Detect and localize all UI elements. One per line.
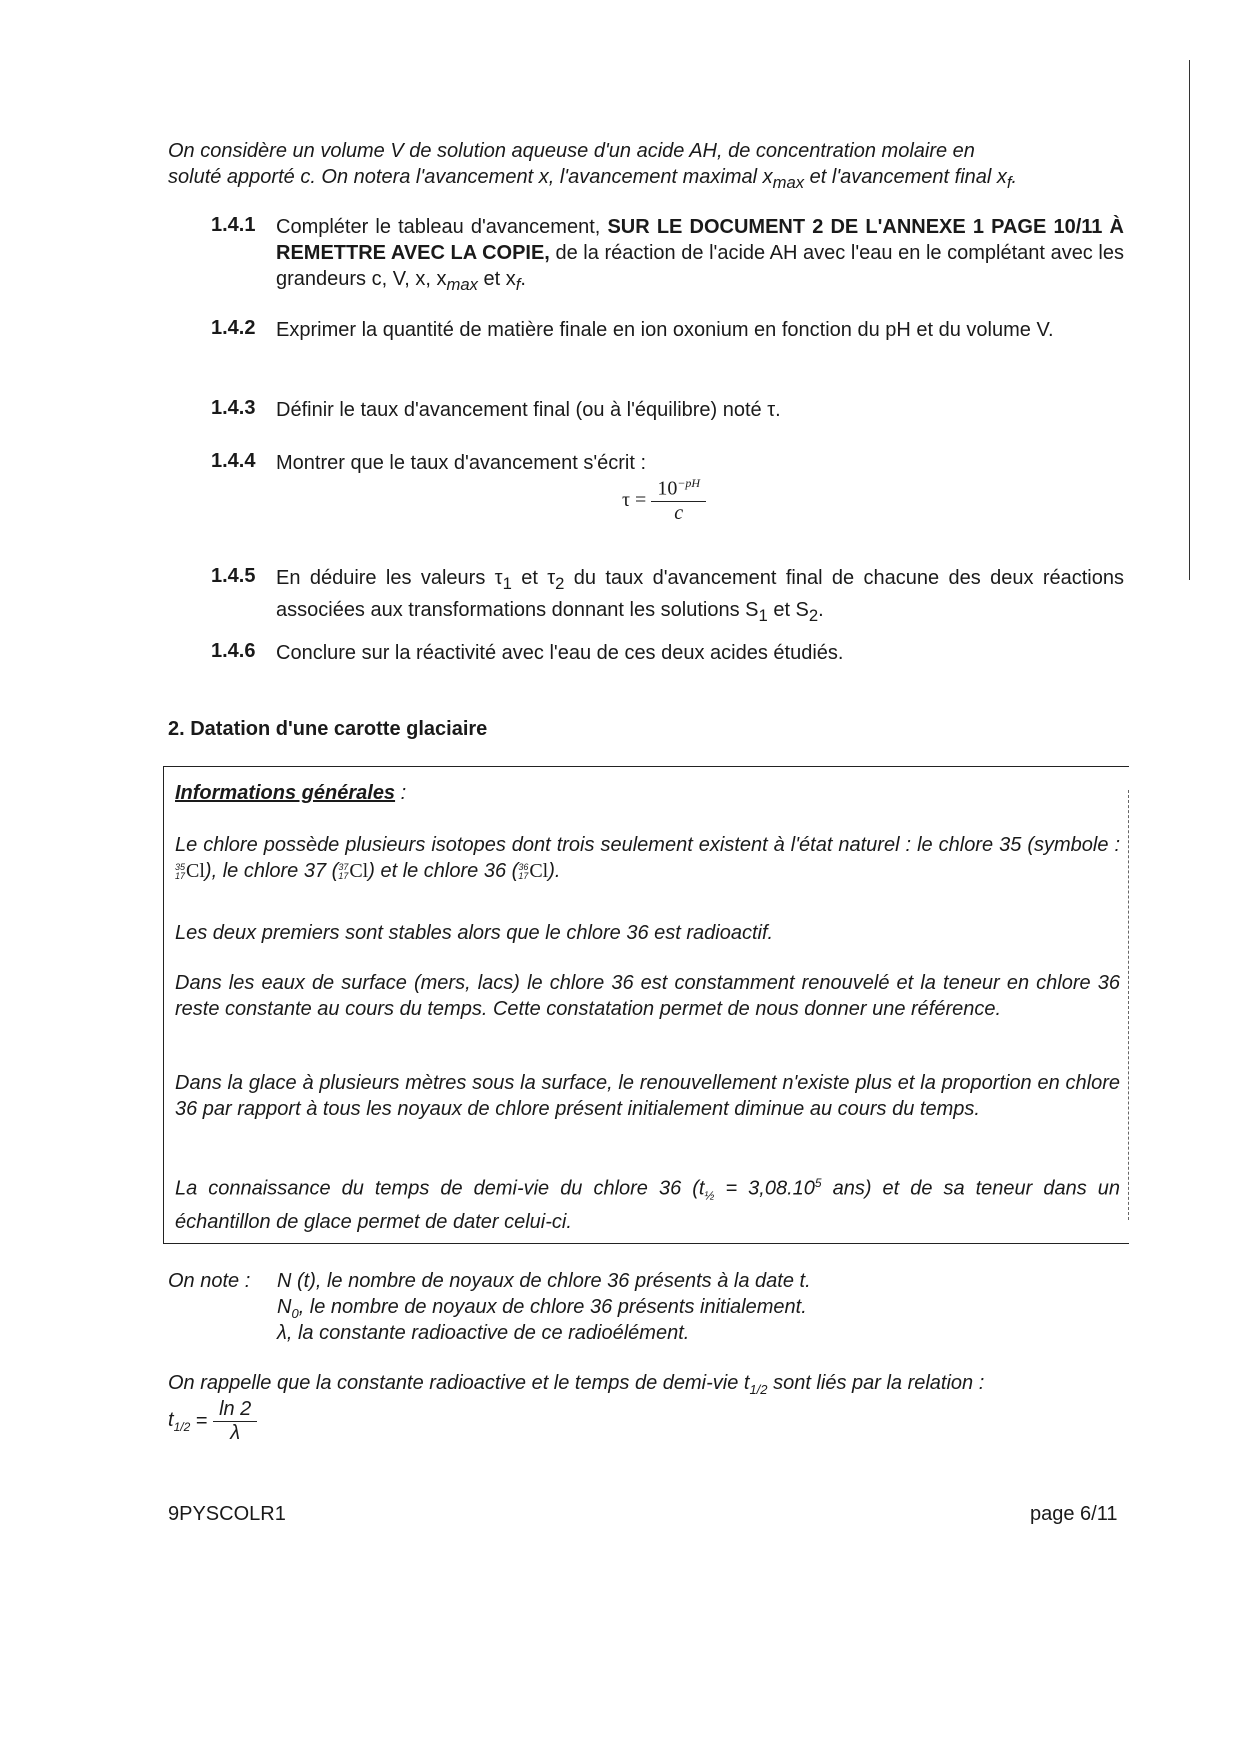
question-number-1-4-4: 1.4.4: [211, 450, 256, 472]
info-box-right-border: [1128, 790, 1130, 1220]
question-1-4-6: Conclure sur la réactivité avec l'eau de ces deux acides étudiés.: [276, 642, 844, 664]
tau-formula: τ = $\frac{10^{-pH}}{c}$: [622, 476, 706, 525]
question-1-4-2: Exprimer la quantité de matière finale en ion oxonium en fonction du pH et du volume V.: [276, 319, 1054, 341]
note-n-t: N (t), le nombre de noyaux de chlore 36 présents à la date t.: [277, 1270, 811, 1292]
info-box-left-border: [163, 766, 164, 1243]
info-paragraph-ice: Dans la glace à plusieurs mètres sous la surface, le renouvellement n'existe plus et la proportion en chlore 36 par rapport à tous les noyaux de chlore présent initialement diminue au cours du temps.: [175, 1072, 1120, 1120]
isotope-cl35: 35 17: [175, 861, 186, 881]
section-title: 2. Datation d'une carotte glaciaire: [168, 718, 488, 740]
info-box-bottom-border: [163, 1243, 1129, 1244]
question-1-4-4: Montrer que le taux d'avancement s'écrit :: [276, 452, 647, 474]
question-1-4-1: Compléter le tableau d'avancement, SUR LE DOCUMENT 2 DE L'ANNEXE 1 PAGE 10/11 À REMETTRE AVEC LA COPIE, de la réaction de l'acide AH avec l'eau en le complétant avec les grandeurs c, V, x, $x_{max}$ et $x_f$.: [276, 216, 1125, 294]
notes-label: On note :: [168, 1270, 251, 1292]
info-box-top-border: [163, 766, 1129, 767]
info-paragraph-surface: Dans les eaux de surface (mers, lacs) le chlore 36 est constamment renouvelé et la teneur en chlore 36 reste constante au cours du temps. Cette constatation permet de nous donner une référence.: [175, 972, 1120, 1020]
isotope-cl36: 36 17: [518, 861, 529, 881]
page-number: page 6/11: [1030, 1503, 1118, 1525]
note-n0: $N_0$, le nombre de noyaux de chlore 36 présents initialement.: [277, 1296, 807, 1321]
question-number-1-4-2: 1.4.2: [211, 317, 256, 339]
info-box-heading: Informations générales :: [175, 782, 407, 804]
note-lambda: λ, la constante radioactive de ce radioélément.: [277, 1322, 690, 1344]
document-code: 9PYSCOLR1: [168, 1503, 286, 1525]
info-paragraph-half-life: La connaissance du temps de demi-vie du chlore 36 ($t_{\frac{1}{2}} = 3,08.10^5$ ans) et de sa teneur dans un échantillon de glace permet de dater celui-ci.: [175, 1176, 1120, 1233]
intro-paragraph: On considère un volume V de solution aqueuse d'un acide AH, de concentration molaire en soluté apporté c. On notera l'avancement x, l'avancement maximal $x_{max}$ et l'avancement final $x_f$.: [168, 140, 1018, 192]
margin-rule: [1189, 60, 1190, 580]
question-number-1-4-5: 1.4.5: [211, 565, 256, 587]
isotope-cl37: 37 17: [338, 861, 349, 881]
info-paragraph-stable: Les deux premiers sont stables alors que le chlore 36 est radioactif.: [175, 922, 774, 944]
info-paragraph-isotopes: Le chlore possède plusieurs isotopes dont trois seulement existent à l'état naturel : le chlore 35 (symbole : 35 17Cl), le chlore 37 (37 17Cl) et le chlore 36 (36 17Cl).: [175, 834, 1120, 882]
question-1-4-5: En déduire les valeurs $\tau_1$ et $\tau_2$ du taux d'avancement final de chacune des deux réactions associées aux transformations donnant les solutions $S_1$ et $S_2$.: [276, 567, 1124, 625]
recall-text: On rappelle que la constante radioactive et le temps de demi-vie $t_{1/2}$ sont liés par la relation :: [168, 1372, 985, 1397]
question-number-1-4-6: 1.4.6: [211, 640, 256, 662]
question-1-4-3: Définir le taux d'avancement final (ou à l'équilibre) noté τ.: [276, 399, 781, 421]
question-number-1-4-3: 1.4.3: [211, 397, 256, 419]
question-number-1-4-1: 1.4.1: [211, 214, 256, 236]
half-life-formula: $t_{1/2}$ = $\frac{\ln 2}{\lambda}$: [168, 1398, 257, 1445]
